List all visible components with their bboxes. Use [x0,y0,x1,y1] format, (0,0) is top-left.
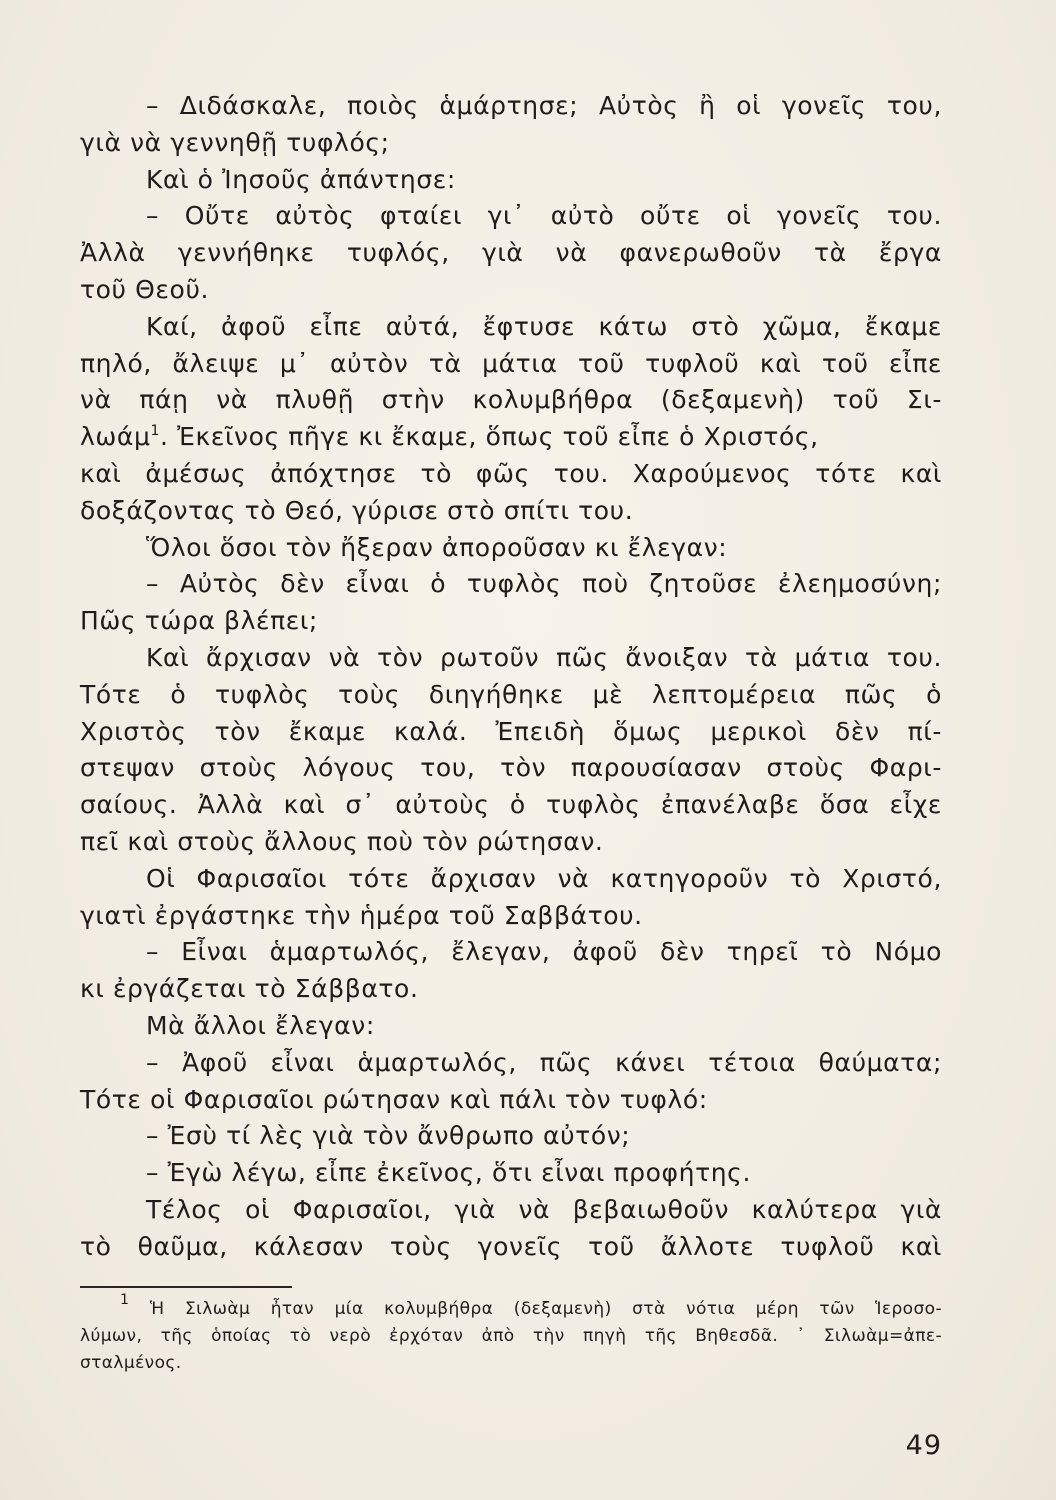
footnote-line [80,1292,942,1323]
footnotes [80,1292,942,1377]
text-line: κι ἐργάζεται τὸ Σάββατο. [80,974,419,1004]
text-line: – Εἶναι ἁμαρτωλός, ἔλεγαν, ἀφοῦ δὲν τηρεῖ τὸ Νόμο [146,937,942,967]
text-line: γιατὶ ἐργάστηκε τὴν ἡμέρα τοῦ Σαββάτου. [80,900,643,930]
text-line: Ὅλοι ὅσοι τὸν ἤξεραν ἀποροῦσαν κι ἔλεγαν: [146,532,728,562]
footnote-number: 1 [120,1292,130,1308]
text-line: νὰ πάῃ νὰ πλυθῇ στὴν κολυμβήθρα (δεξαμενὴ) τοῦ Σι- [80,385,942,415]
footnote-line: λύμων, τῆς ὁποίας τὸ νερὸ ἐρχόταν ἀπὸ τὴν πηγὴ τῆς Βηθεσδᾶ. ᾿ Σιλωὰμ=ἀπε- [80,1326,942,1346]
footnote-text: Ἡ Σιλωὰμ ἦταν μία κολυμβήθρα (δεξαμενὴ) στὰ νότια μέρη τῶν Ἱεροσο- [149,1299,942,1319]
text-line: Καὶ ἄρχισαν νὰ τὸν ρωτοῦν πῶς ἄνοιξαν τὰ μάτια του. [146,642,942,672]
text-line: Πῶς τώρα βλέπει; [80,606,318,636]
text-line: Χριστὸς τὸν ἔκαμε καλά. Ἐπειδὴ ὅμως μερικοὶ δὲν πί- [80,716,942,746]
text-line: Ἀλλὰ γεννήθηκε τυφλός, γιὰ νὰ φανερωθοῦν τὰ ἔργα [80,238,942,268]
text-line: τοῦ Θεοῦ. [80,274,210,304]
text-line: – Ἀφοῦ εἶναι ἁμαρτωλός, πῶς κάνει τέτοια θαύματα; [146,1047,942,1077]
footnote-divider [80,1286,292,1288]
main-text [80,88,942,1266]
text-fragment: λωάμ [80,422,151,452]
text-line: Καὶ ὁ Ἰησοῦς ἀπάντησε: [146,164,456,194]
text-line: Τότε οἱ Φαρισαῖοι ρώτησαν καὶ πάλι τὸν τυφλό: [80,1084,708,1114]
text-line: Τότε ὁ τυφλὸς τοὺς διηγήθηκε μὲ λεπτομέρεια πῶς ὁ [80,679,942,709]
text-line: στεψαν στοὺς λόγους του, τὸν παρουσίασαν στοὺς Φαρι- [80,753,942,783]
text-line: γιὰ νὰ γεννηθῇ τυφλός; [80,127,390,157]
text-line: δοξάζοντας τὸ Θεό, γύρισε στὸ σπίτι του. [80,495,634,525]
text-line: σαίους. Ἀλλὰ καὶ σ᾿ αὐτοὺς ὁ τυφλὸς ἐπανέλαβε ὅσα εἶχε [80,790,942,820]
text-line: – Αὐτὸς δὲν εἶναι ὁ τυφλὸς ποὺ ζητοῦσε ἐλεημοσύνη; [146,569,942,599]
text-line: – Ἐγὼ λέγω, εἶπε ἐκεῖνος, ὅτι εἶναι προφήτης. [146,1158,752,1188]
text-line: – Διδάσκαλε, ποιὸς ἁμάρτησε; Αὐτὸς ἢ οἱ γονεῖς του, [146,91,942,120]
text-line: καὶ ἀμέσως ἀπόχτησε τὸ φῶς του. Χαρούμενος τότε καὶ [80,458,942,488]
text-fragment: . Ἐκεῖνος πῆγε κι ἔκαμε, ὅπως τοῦ εἶπε ὁ Χριστός, [160,422,819,452]
footnote-line: σταλμένος. [80,1353,182,1373]
page-number: 49 [905,1430,942,1461]
text-line: τὸ θαῦμα, κάλεσαν τοὺς γονεῖς τοῦ ἄλλοτε τυφλοῦ καὶ [80,1231,942,1261]
text-line: – Οὔτε αὐτὸς φταίει γι᾿ αὐτὸ οὔτε οἱ γονεῖς του. [146,201,942,231]
footnote-marker: 1 [150,423,161,440]
text-line [80,419,942,456]
text-line: πεῖ καὶ στοὺς ἄλλους ποὺ τὸν ρώτησαν. [80,826,604,856]
text-line: Μὰ ἄλλοι ἔλεγαν: [146,1010,375,1040]
text-line: Τέλος οἱ Φαρισαῖοι, γιὰ νὰ βεβαιωθοῦν καλύτερα γιὰ [146,1194,942,1224]
text-line: Καί, ἀφοῦ εἶπε αὐτά, ἔφτυσε κάτω στὸ χῶμα, ἔκαμε [146,311,942,341]
text-line: – Ἐσὺ τί λὲς γιὰ τὸν ἄνθρωπο αὐτόν; [146,1121,631,1151]
text-line: πηλό, ἄλειψε μ᾿ αὐτὸν τὰ μάτια τοῦ τυφλοῦ καὶ τοῦ εἶπε [80,348,942,378]
text-line: Οἱ Φαρισαῖοι τότε ἄρχισαν νὰ κατηγοροῦν τὸ Χριστό, [146,863,942,893]
